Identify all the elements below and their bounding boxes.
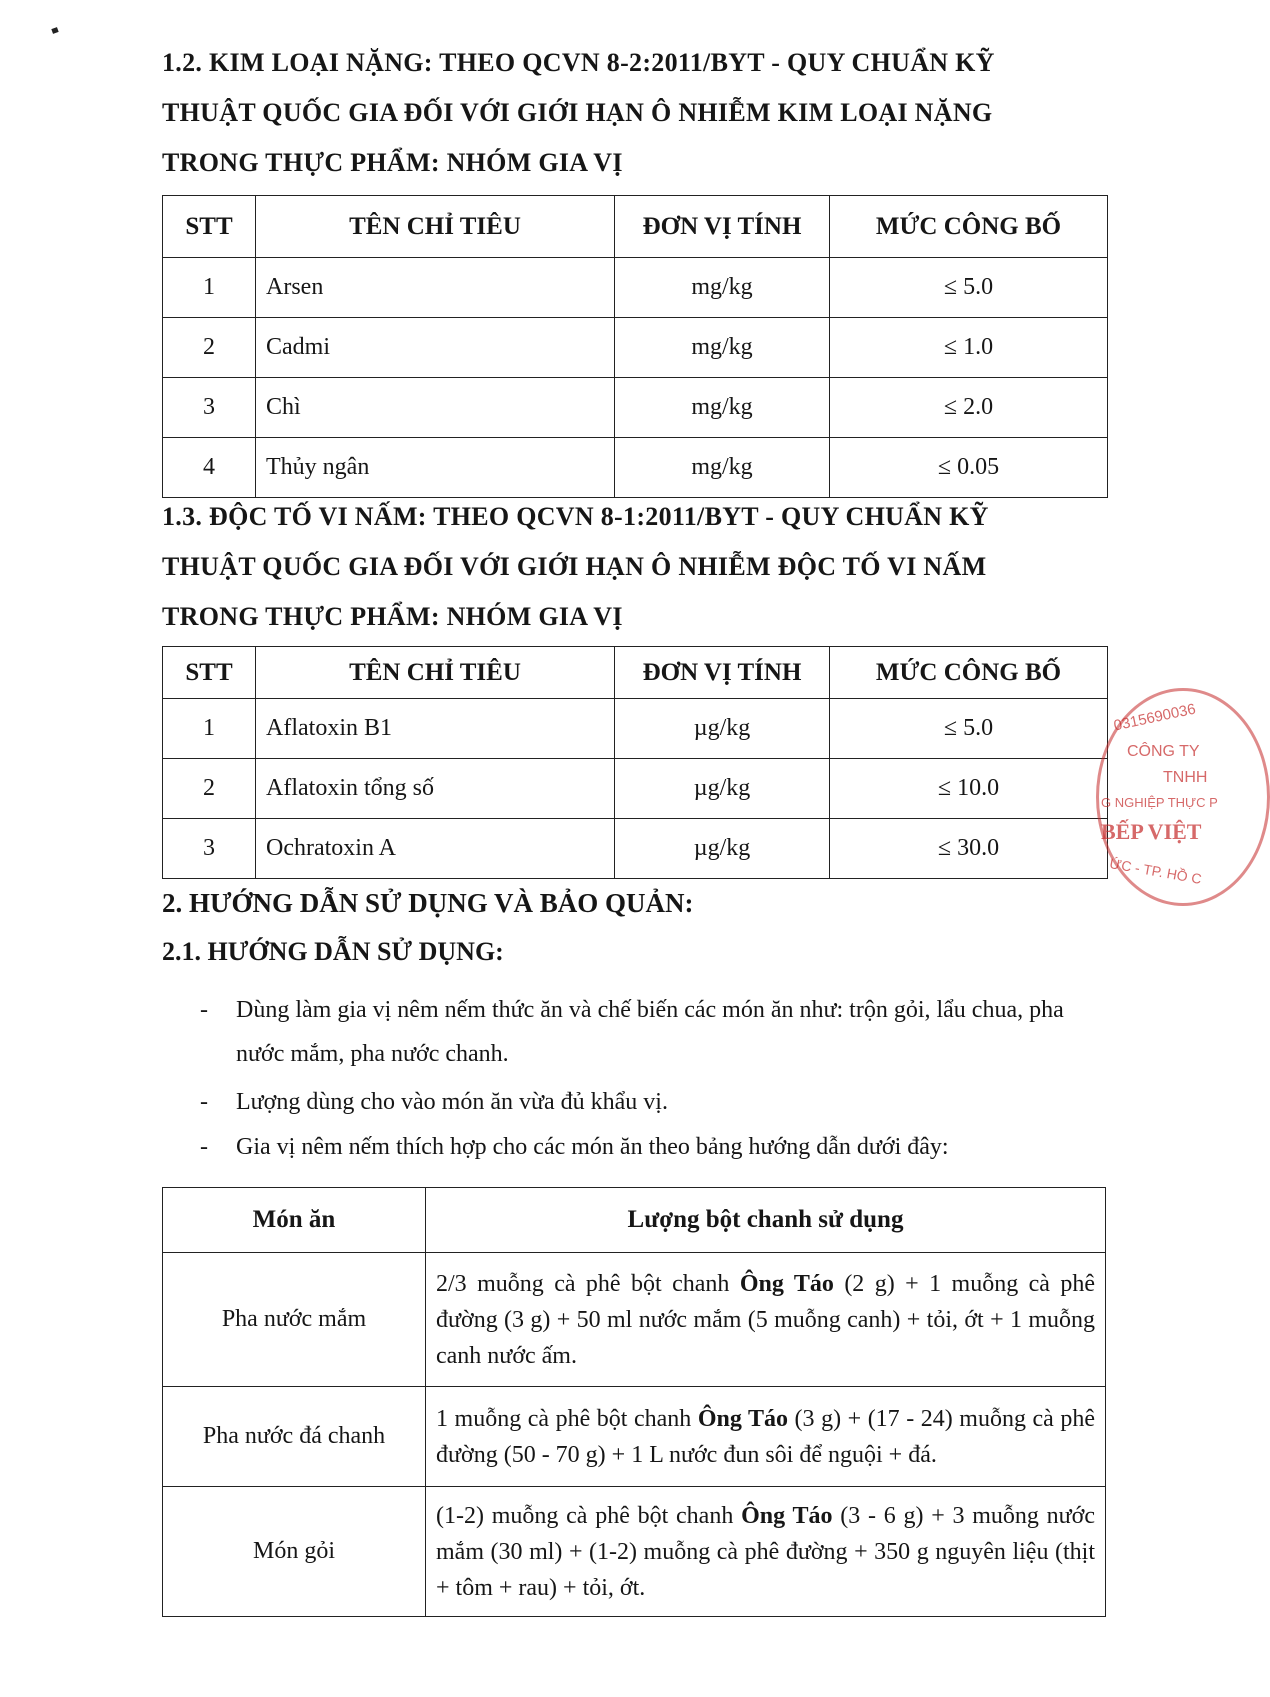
cell-name: Thủy ngân: [256, 438, 615, 498]
amount-post: (3 g) + (17 - 24) muỗng cà phê đường (50 - 70 g) + 1 L nước đun sôi để nguội + đá.: [436, 1405, 1096, 1468]
cell-stt: 1: [163, 258, 256, 318]
table-row: [163, 378, 1108, 438]
amount-post: (2 g) + 1 muỗng cà phê đường (3 g) + 50 ml nước mắm (5 muỗng canh) + tỏi, ớt + 1 muỗng canh nước ấm.: [436, 1270, 1096, 1369]
bullet-text: Lượng dùng cho vào món ăn vừa đủ khẩu vị.: [236, 1089, 668, 1115]
cell-amount: [426, 1387, 1106, 1487]
usage-table: [162, 1187, 1106, 1617]
column-header-dish: Món ăn: [163, 1188, 426, 1253]
cell-dish: Món gỏi: [163, 1487, 426, 1617]
column-header-level: MỨC CÔNG BỐ: [830, 647, 1108, 699]
cell-level: ≤ 1.0: [830, 318, 1108, 378]
bullet-dash: -: [200, 997, 208, 1023]
cell-stt: 3: [163, 378, 256, 438]
heavy-metals-table: [162, 195, 1108, 498]
seal-brand: BẾP VIỆT: [1101, 819, 1202, 844]
seal-number: 0315690036: [1112, 700, 1198, 735]
section-2-heading: 2. HƯỚNG DẪN SỬ DỤNG VÀ BẢO QUẢN:: [162, 888, 694, 918]
cell-name: Arsen: [256, 258, 615, 318]
cell-unit: mg/kg: [615, 318, 830, 378]
column-header-unit: ĐƠN VỊ TÍNH: [615, 647, 830, 699]
section-2-1-heading: 2.1. HƯỚNG DẪN SỬ DỤNG:: [162, 937, 504, 966]
seal-line-2: TNHH: [1163, 769, 1208, 786]
table-row: [163, 759, 1108, 819]
table-row: [163, 819, 1108, 879]
column-header-amount: Lượng bột chanh sử dụng: [426, 1188, 1106, 1253]
column-header-name: TÊN CHỈ TIÊU: [256, 196, 615, 258]
cell-level: ≤ 5.0: [830, 699, 1108, 759]
table-row: [163, 258, 1108, 318]
company-seal: [1096, 688, 1270, 906]
cell-unit: µg/kg: [615, 699, 830, 759]
cell-name: Chì: [256, 378, 615, 438]
column-header-unit: ĐƠN VỊ TÍNH: [615, 196, 830, 258]
amount-pre: 2/3 muỗng cà phê bột chanh: [436, 1270, 730, 1297]
cell-name: Aflatoxin B1: [256, 699, 615, 759]
cell-unit: µg/kg: [615, 819, 830, 879]
cell-stt: 2: [163, 759, 256, 819]
cell-amount: [426, 1253, 1106, 1387]
table-row: [163, 1487, 1106, 1617]
bullet-dash: -: [200, 1089, 208, 1115]
cell-name: Aflatoxin tổng số: [256, 759, 615, 819]
list-item: [200, 1080, 1100, 1124]
cell-unit: mg/kg: [615, 438, 830, 498]
cell-level: ≤ 0.05: [830, 438, 1108, 498]
seal-line-3: G NGHIỆP THỰC P: [1101, 795, 1218, 810]
seal-line-1: CÔNG TY: [1127, 743, 1200, 760]
cell-name: Cadmi: [256, 318, 615, 378]
cell-level: ≤ 2.0: [830, 378, 1108, 438]
brand-name: Ông Táo: [739, 1270, 834, 1297]
brand-name: Ông Táo: [697, 1405, 788, 1432]
cell-level: ≤ 30.0: [830, 819, 1108, 879]
mycotoxins-table: [162, 646, 1108, 879]
bullet-dash: -: [200, 1134, 208, 1160]
cell-stt: 1: [163, 699, 256, 759]
column-header-stt: STT: [163, 647, 256, 699]
list-item: [200, 988, 1100, 1076]
mycotoxins-heading: 1.3. ĐỘC TỐ VI NẤM: THEO QCVN 8-1:2011/BYT - QUY CHUẨN KỸ THUẬT QUỐC GIA ĐỐI VỚI GIỚI HẠN Ô NHIỄM ĐỘC TỐ VI NẤM TRONG THỰC PHẨM: NHÓM GIA VỊ: [162, 502, 989, 631]
bullet-text: Gia vị nêm nếm thích hợp cho các món ăn theo bảng hướng dẫn dưới đây:: [236, 1134, 949, 1160]
cell-name: Ochratoxin A: [256, 819, 615, 879]
table-header-row: [163, 196, 1108, 258]
table-row: [163, 699, 1108, 759]
list-item: [200, 1125, 1100, 1169]
cell-level: ≤ 10.0: [830, 759, 1108, 819]
table-header-row: [163, 1188, 1106, 1253]
bullet-text: Dùng làm gia vị nêm nếm thức ăn và chế biến các món ăn như: trộn gỏi, lẩu chua, pha nước mắm, pha nước chanh.: [236, 997, 1064, 1067]
column-header-name: TÊN CHỈ TIÊU: [256, 647, 615, 699]
cell-dish: Pha nước đá chanh: [163, 1387, 426, 1487]
column-header-level: MỨC CÔNG BỐ: [830, 196, 1108, 258]
heavy-metals-heading: 1.2. KIM LOẠI NẶNG: THEO QCVN 8-2:2011/BYT - QUY CHUẨN KỸ THUẬT QUỐC GIA ĐỐI VỚI GIỚI HẠN Ô NHIỄM KIM LOẠI NẶNG TRONG THỰC PHẨM: NHÓM GIA VỊ: [162, 48, 995, 177]
table-row: [163, 1253, 1106, 1387]
cell-unit: mg/kg: [615, 258, 830, 318]
amount-pre: 1 muỗng cà phê bột chanh: [436, 1405, 692, 1432]
column-header-stt: STT: [163, 196, 256, 258]
cell-stt: 2: [163, 318, 256, 378]
cell-level: ≤ 5.0: [830, 258, 1108, 318]
seal-bottom: ỨC - TP. HỒ C: [1108, 855, 1203, 887]
table-row: [163, 1387, 1106, 1487]
amount-post: (3 - 6 g) + 3 muỗng nước mắm (30 ml) + (1-2) muỗng cà phê đường + 350 g nguyên liệu (thịt + tôm + rau) + tỏi, ớt.: [436, 1502, 1096, 1601]
brand-name: Ông Táo: [741, 1502, 833, 1529]
cell-amount: [426, 1487, 1106, 1617]
table-row: [163, 318, 1108, 378]
cell-stt: 4: [163, 438, 256, 498]
cell-dish: Pha nước mắm: [163, 1253, 426, 1387]
scan-speck: [51, 27, 58, 34]
table-header-row: [163, 647, 1108, 699]
table-row: [163, 438, 1108, 498]
amount-pre: (1-2) muỗng cà phê bột chanh: [436, 1502, 734, 1529]
cell-unit: µg/kg: [615, 759, 830, 819]
cell-stt: 3: [163, 819, 256, 879]
cell-unit: mg/kg: [615, 378, 830, 438]
